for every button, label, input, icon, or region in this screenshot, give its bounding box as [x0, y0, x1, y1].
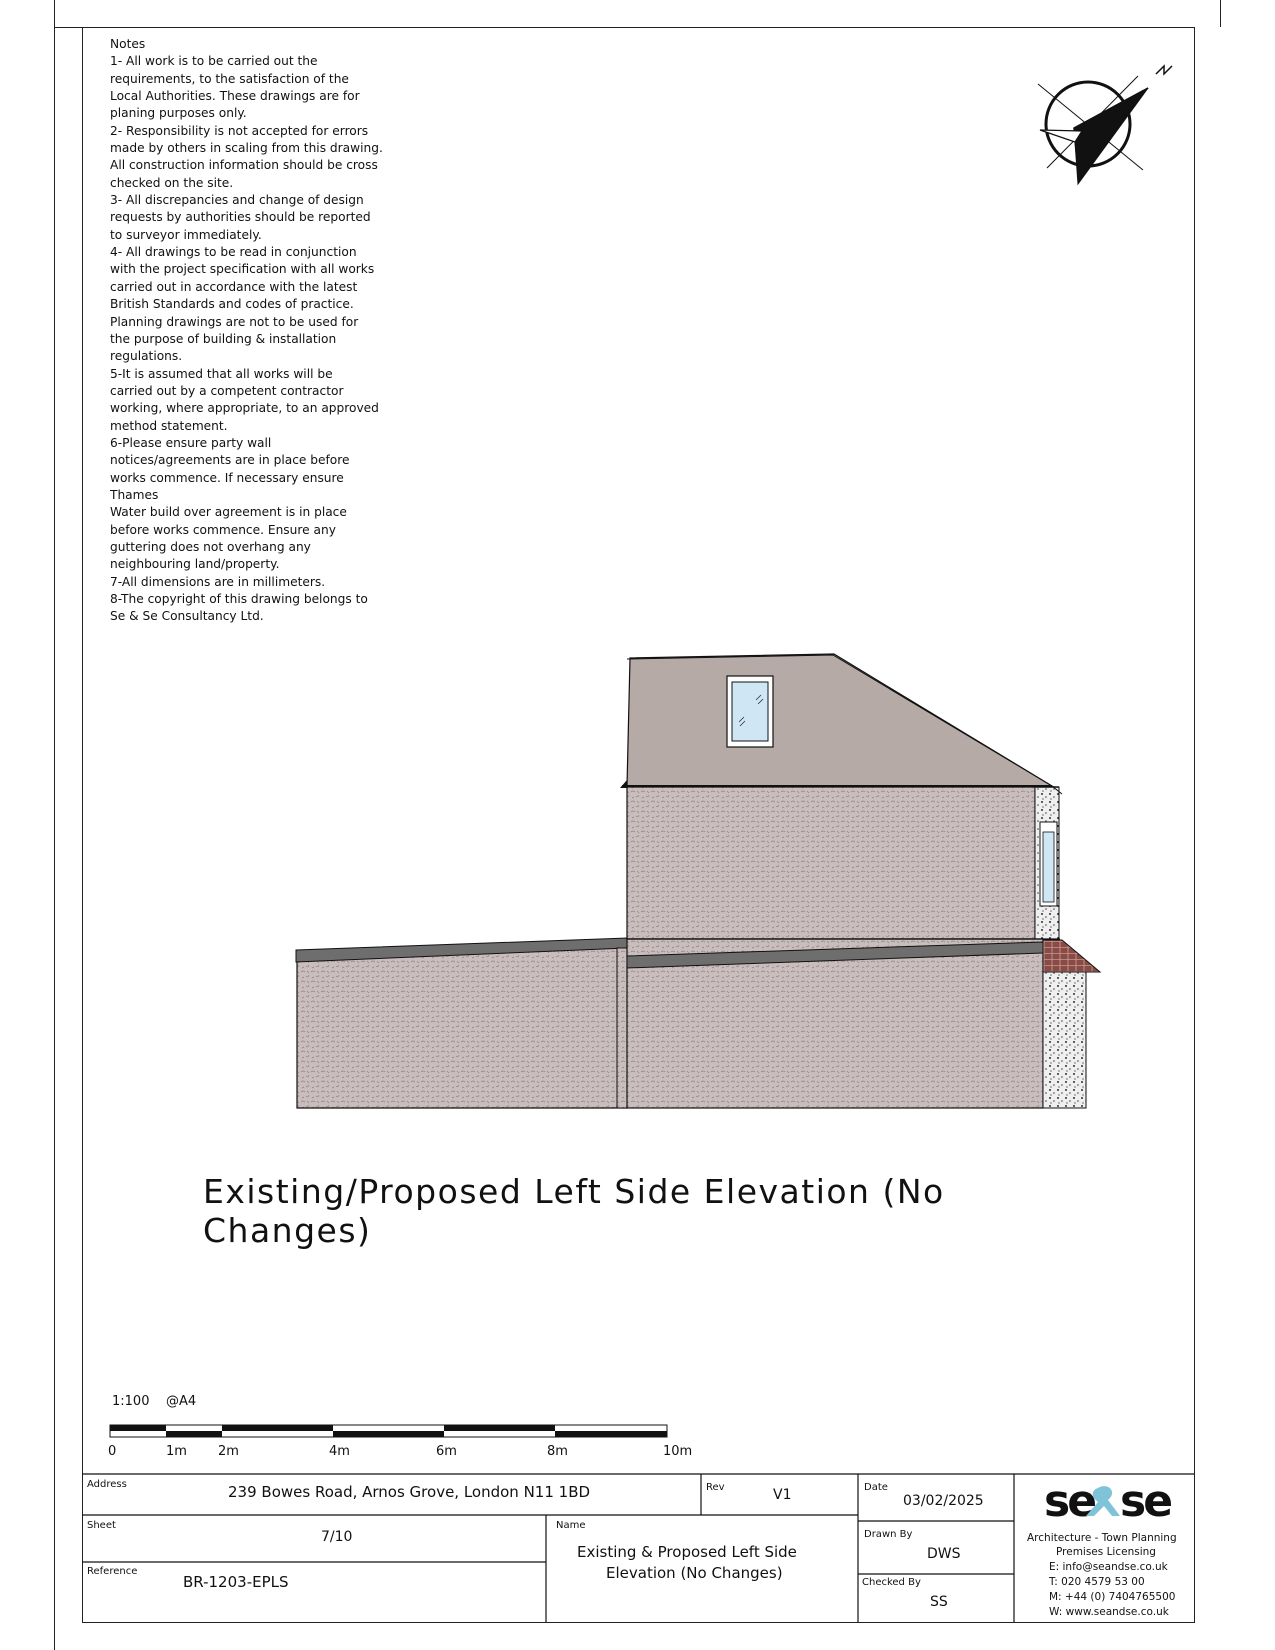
elevation-title: Existing/Proposed Left Side Elevation (No Changes) [203, 1172, 945, 1250]
drawn-by-label: Drawn By [864, 1529, 913, 1540]
note-line: 4- All drawings to be read in conjunction [110, 245, 357, 260]
date-value: 03/02/2025 [903, 1493, 984, 1509]
note-line: 6-Please ensure party wall [110, 435, 272, 450]
scale-paper-size: @A4 [166, 1394, 197, 1409]
note-line: 2- Responsibility is not accepted for errors [110, 123, 369, 138]
reference-value: BR-1203-EPLS [183, 1573, 289, 1591]
note-line: the purpose of building & installation [110, 331, 337, 346]
note-line: All construction information should be cross [110, 158, 378, 173]
rev-label: Rev [706, 1482, 725, 1493]
checked-by-label: Checked By [862, 1577, 921, 1588]
scale-label-4m: 4m [329, 1444, 350, 1459]
note-line: before works commence. Ensure any [110, 522, 336, 537]
note-line: Water build over agreement is in place [110, 505, 347, 520]
name-line-2: Elevation (No Changes) [606, 1564, 783, 1582]
note-line: carried out by a competent contractor [110, 383, 344, 398]
note-line: to surveyor immediately. [110, 227, 262, 242]
sheet-value: 7/10 [321, 1529, 353, 1545]
note-line: regulations. [110, 349, 183, 364]
company-phone: T: 020 4579 53 00 [1049, 1576, 1145, 1588]
note-line: Se & Se Consultancy Ltd. [110, 609, 264, 624]
note-line: Thames [110, 487, 159, 502]
note-line: notices/agreements are in place before [110, 453, 350, 468]
note-line: working, where appropriate, to an approved [110, 401, 379, 416]
note-line: requests by authorities should be reported [110, 210, 371, 225]
name-label: Name [556, 1520, 586, 1531]
company-web[interactable]: W: www.seandse.co.uk [1049, 1606, 1169, 1618]
date-label: Date [864, 1482, 888, 1493]
scale-label-8m: 8m [547, 1444, 568, 1459]
scale-label-2m: 2m [218, 1444, 239, 1459]
note-line: 7-All dimensions are in millimeters. [110, 574, 326, 589]
note-line: works commence. If necessary ensure [110, 470, 344, 485]
drawn-by-value: DWS [927, 1546, 961, 1562]
note-line: method statement. [110, 418, 228, 433]
note-line: planing purposes only. [110, 106, 247, 121]
address-value: 239 Bowes Road, Arnos Grove, London N11 1BD [228, 1483, 591, 1501]
note-line: with the project specification with all works [110, 262, 375, 277]
company-email[interactable]: E: info@seandse.co.uk [1049, 1561, 1168, 1573]
note-line: British Standards and codes of practice. [110, 297, 354, 312]
note-line: 1- All work is to be carried out the [110, 54, 318, 69]
scale-ratio-value: 1:100 [112, 1394, 150, 1409]
address-label: Address [87, 1479, 127, 1490]
company-logo-icon [1044, 1476, 1174, 1526]
company-logo [1044, 1476, 1174, 1526]
rev-value: V1 [773, 1487, 792, 1503]
scale-label-1m: 1m [166, 1444, 187, 1459]
note-line: 5-It is assumed that all works will be [110, 366, 333, 381]
scale-label-6m: 6m [436, 1444, 457, 1459]
note-line: requirements, to the satisfaction of the [110, 71, 349, 86]
note-line: guttering does not overhang any [110, 539, 311, 554]
name-line-1: Existing & Proposed Left Side [577, 1543, 797, 1561]
notes-heading: Notes [110, 37, 146, 51]
company-tagline-1: Architecture - Town Planning [1027, 1532, 1177, 1544]
svg-text:se: se [1044, 1476, 1095, 1526]
scale-label-0: 0 [108, 1444, 117, 1459]
note-line: Planning drawings are not to be used for [110, 314, 359, 329]
note-line: made by others in scaling from this drawing. [110, 141, 383, 156]
checked-by-value: SS [930, 1594, 948, 1610]
company-mobile: M: +44 (0) 7404765500 [1049, 1591, 1176, 1603]
note-line: 8-The copyright of this drawing belongs to [110, 592, 368, 606]
sheet-label: Sheet [87, 1520, 116, 1531]
scale-label-10m: 10m [663, 1444, 693, 1459]
company-tagline-2: Premises Licensing [1056, 1546, 1156, 1558]
note-line: 3- All discrepancies and change of design [110, 193, 364, 208]
svg-text:se: se [1120, 1476, 1171, 1526]
note-line: checked on the site. [110, 175, 234, 190]
reference-label: Reference [87, 1566, 138, 1577]
note-line: neighbouring land/property. [110, 557, 280, 572]
note-line: Local Authorities. These drawings are for [110, 89, 360, 104]
note-line: carried out in accordance with the latest [110, 279, 358, 294]
